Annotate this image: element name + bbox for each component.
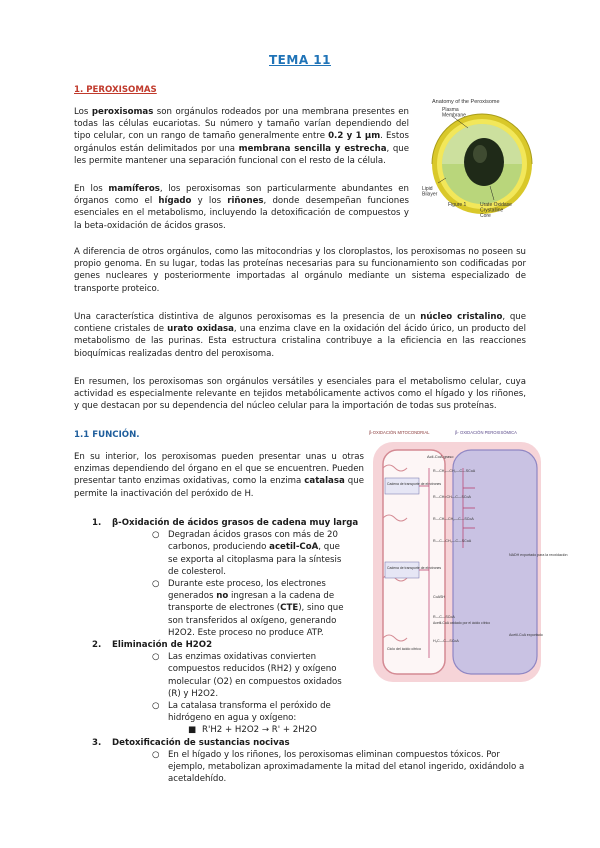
figure1-label-membrane: Plasma Membrane <box>442 107 466 119</box>
paragraph-resumen: En resumen, los peroxisomas son orgánulos versátiles y esenciales para el metabolismo celular, cuya actividad es especialmente relevante en tejidos metabólicamente activos como el hígado y los riñones, y que destacan por su dependencia del núcleo celular para la importación de todas sus proteínas. <box>74 377 526 412</box>
svg-text:R—C—SCoA: R—C—SCoA <box>433 615 455 619</box>
list-bullet: ○ Las enzimas oxidativas convierten compuestos reducidos (RH2) y oxígeno molecular (O2) en compuestos oxidados (R) y H2O2. <box>152 652 342 699</box>
list-bullet: ○ Durante este proceso, los electrones generados no ingresan a la cadena de transporte de electrones (CTE), sino que son transferidos al oxígeno, generando H2O2. Este proceso no produce ATP. <box>152 579 344 638</box>
list-item-detox: 3. Detoxificación de sustancias nocivas ○ En el hígado y los riñones, los peroxisomas eliminan compuestos tóxicos. Por ejemplo, metabolizan aproximadamente la mitad del etanol ingerido, oxidándolo a acetaldehído. <box>92 737 525 785</box>
figure1-title: Anatomy of the Peroxisome <box>432 99 500 105</box>
paragraph-intro: Los peroxisomas son orgánulos rodeados por una membrana presentes en todas las células eucariotas. Su número y tamaño varían dependiendo del tipo celular, con un rango de tamaño generalmente entre 0.2 y 1 μm. Estos orgánulos están delimitados por una membrana sencilla y estrecha, que les permite mantener una separación funcional con el resto de la célula. <box>74 107 410 166</box>
list-item-heading: β-Oxidación de ácidos grasos de cadena muy larga <box>112 518 359 528</box>
svg-text:H₃C—C—SCoA: H₃C—C—SCoA <box>433 639 459 643</box>
figure2-label-right: β- OXIDACIÓN PEROXISÓMICA <box>455 430 517 435</box>
figure1-label-bilayer: Lipid Bilayer <box>422 186 438 198</box>
svg-text:R—CH₂—CH₂—C—SCoA: R—CH₂—CH₂—C—SCoA <box>433 469 476 473</box>
list-bullet: ○ En el hígado y los riñones, los peroxisomas eliminan compuestos tóxicos. Por ejemplo, metabolizan aproximadamente la mitad del etanol ingerido, oxidándolo a acetaldehído. <box>152 749 525 785</box>
figure1-caption: Figure 1 <box>448 202 467 208</box>
svg-text:R—CH—CH₂—C—SCoA: R—CH—CH₂—C—SCoA <box>433 517 474 521</box>
section-heading-peroxisomas: 1. PEROXISOMAS <box>74 85 157 95</box>
list-item-heading: Detoxificación de sustancias nocivas <box>112 737 290 748</box>
figure2-label-ciclo: Ciclo del ácido cítrico <box>387 647 421 651</box>
figure2-label-acyl: Acil-CoA graso <box>427 454 454 459</box>
function-list <box>92 517 526 785</box>
figure1-label-core: Urate Oxidase Crystalline Core <box>480 202 512 219</box>
figure2-label-left: β-OXIDACIÓN MITOCONDRIAL <box>369 430 430 435</box>
figure2-label-cadena2: Cadena de transporte de electrones <box>387 566 442 570</box>
peroxisome-anatomy-figure <box>418 96 538 224</box>
svg-text:R—C—CH₂—C—SCoA: R—C—CH₂—C—SCoA <box>433 539 472 543</box>
figure2-label-acetyl: Acetil-CoA exportado <box>509 633 543 637</box>
section-heading-funcion: 1.1 FUNCIÓN. <box>74 430 140 440</box>
figure2-label-nadh: NADH exportado para la reoxidación <box>509 553 568 557</box>
list-bullet: ○ Degradan ácidos grasos con más de 20 carbonos, produciendo acetil-CoA, que se exporta al citoplasma para la síntesis de colesterol. <box>152 530 342 577</box>
list-sub-bullet: ■ R'H2 + H2O2 → R' + 2H2O <box>188 725 317 736</box>
paragraph-genoma: A diferencia de otros orgánulos, como las mitocondrias y los cloroplastos, los peroxisomas no poseen su propio genoma. En su lugar, todas las proteínas necesarias para su funcionamiento son codificadas por genes nucleares y posteriormente importadas al orgánulo mediante un sistema especializado de transporte proteico. <box>74 247 526 294</box>
list-item-beta-oxidation: 1. β-Oxidación de ácidos grasos de cadena muy larga ○ Degradan ácidos grasos con más de 20 carbonos, produciendo acetil-CoA, que se exporta al citoplasma para la síntesis de colesterol. ○ Durante este proceso, los electrones generados no ingresan a la cadena de transporte de electrones (CTE), sino que son transferidos al oxígeno, generando H2O2. Este proceso no produce ATP. <box>92 517 526 639</box>
figure2-label-acetil-mit: Acetil-CoA oxidado por el ácido cítrico <box>433 621 491 625</box>
figure2-label-cadena1: Cadena de transporte de electrones <box>387 482 442 486</box>
svg-text:R—CH=CH—C—SCoA: R—CH=CH—C—SCoA <box>433 495 471 499</box>
paragraph-nucleo-cristalino: Una característica distintiva de algunos peroxisomas es la presencia de un núcleo cristalino, que contiene cristales de urato oxidasa, una enzima clave en la oxidación del ácido úrico, un producto del metabolismo de las purinas. Esta estructura cristalina contribuye a la eficiencia en las reacciones bioquímicas realizadas dentro del peroxisoma. <box>74 312 527 359</box>
page-title: TEMA 11 <box>269 53 331 67</box>
svg-text:CoASH: CoASH <box>433 595 445 599</box>
list-bullet: ○ La catalasa transforma el peróxido de hidrógeno en agua y oxígeno: ■ R'H2 + H2O2 → R' + 2H2O <box>152 700 352 737</box>
paragraph-mamiferos: En los mamíferos, los peroxisomas son particularmente abundantes en órganos como el hígado y los riñones, donde desempeñan funciones esenciales en el metabolismo, incluyendo la detoxificación de compuestos y la beta-oxidación de ácidos grasos. <box>74 184 410 231</box>
list-item-heading: Eliminación de H2O2 <box>112 640 213 651</box>
paragraph-funcion-intro: En su interior, los peroxisomas pueden presentar unas u otras enzimas dependiendo del órgano en el que se encuentren. Pueden presentar tanto enzimas oxidativas, como la enzima catalasa que permite la inactivación del peróxido de H. <box>74 452 365 499</box>
crystalline-core-shape <box>464 138 504 186</box>
list-item-h2o2: 2. Eliminación de H2O2 ○ Las enzimas oxidativas convierten compuestos reducidos (RH2) y oxígeno molecular (O2) en compuestos oxidados (R) y H2O2. ○ La catalasa transforma el peróxido de hidrógeno en agua y oxígeno: ■ R'H2 + H2O2 → R' + 2H2O <box>92 639 526 737</box>
